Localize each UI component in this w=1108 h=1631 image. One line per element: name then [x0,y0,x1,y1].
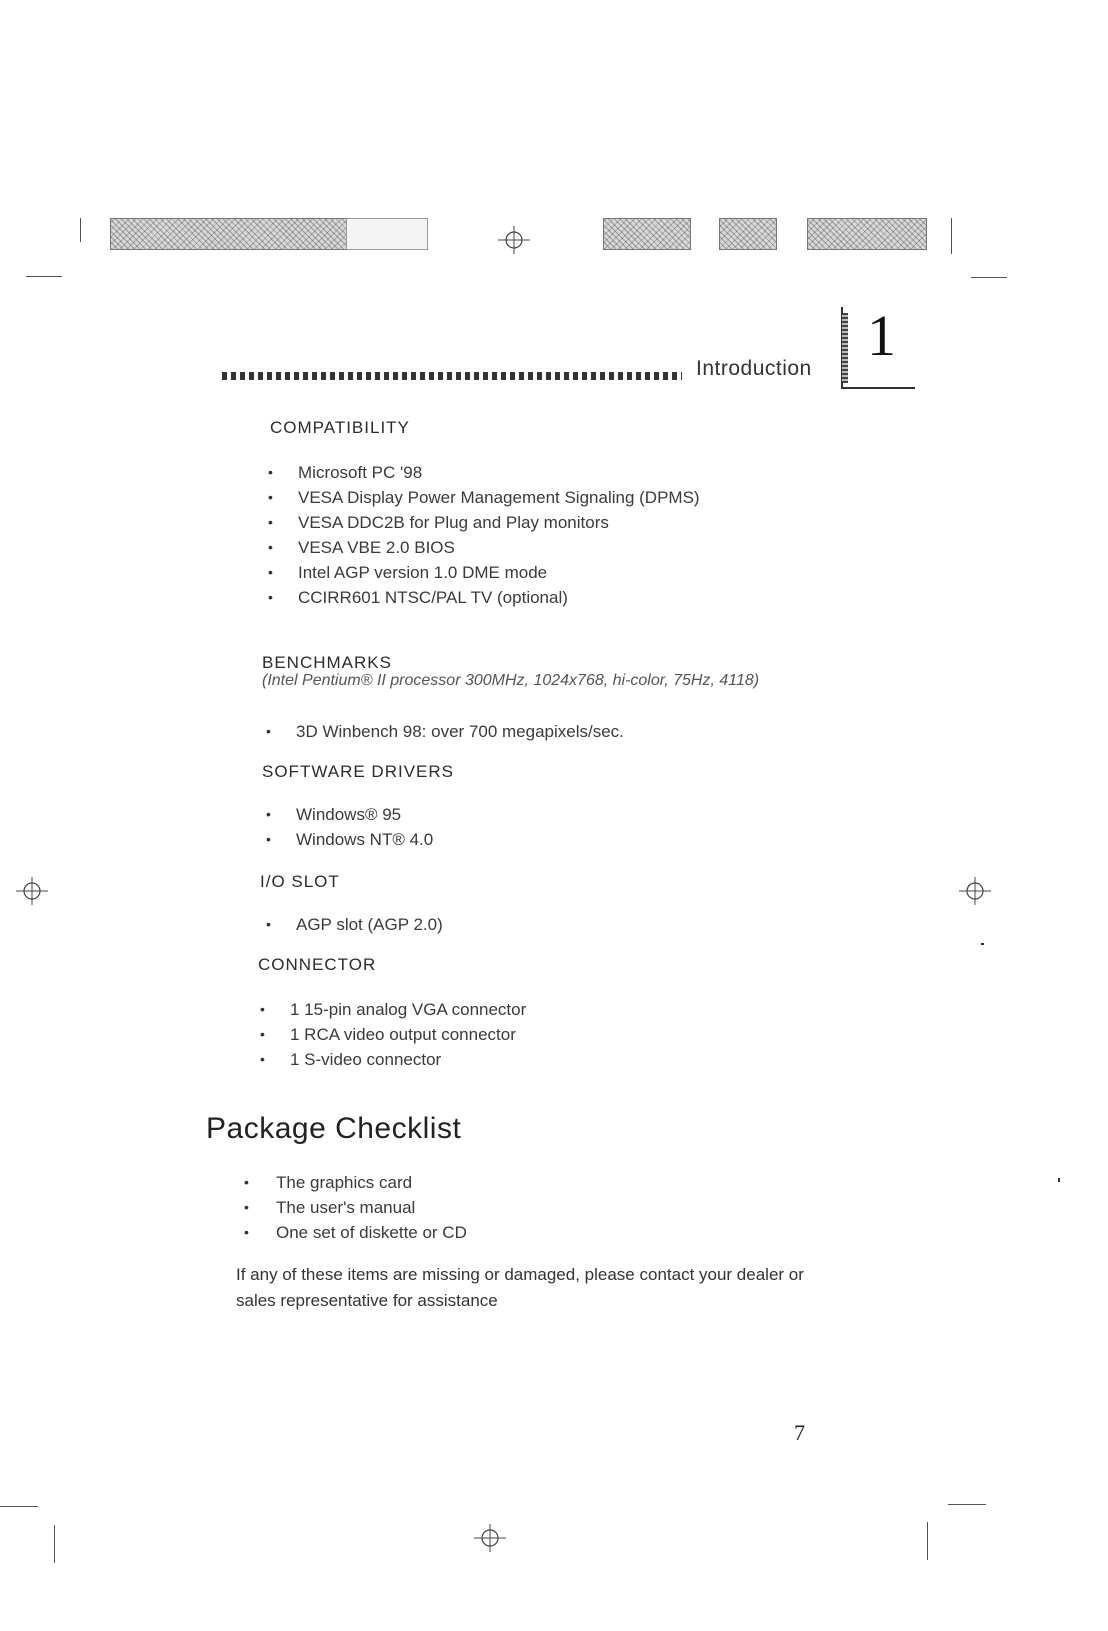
list-item: • 1 RCA video output connector [260,1022,526,1047]
list-item: • AGP slot (AGP 2.0) [266,912,443,937]
header-halftone-left [110,218,348,250]
speck [981,943,984,945]
header-halftone-right-1 [603,218,691,250]
list-item: • The user's manual [244,1195,467,1220]
connector-heading: CONNECTOR [258,955,377,974]
benchmarks-list [266,719,624,744]
crop-mark-left-top [26,276,62,277]
package-checklist-paragraph: If any of these items are missing or damaged, please contact your dealer or sales representative for assistance [236,1265,804,1310]
chapter-dotted-rule [222,372,682,380]
list-item: • CCIRR601 NTSC/PAL TV (optional) [268,585,700,610]
software-drivers-list [266,802,433,852]
package-checklist-heading: Package Checklist [206,1112,462,1145]
list-item: • VESA DDC2B for Plug and Play monitors [268,510,700,535]
list-item: • Intel AGP version 1.0 DME mode [268,560,700,585]
crop-mark-right-top [971,277,1007,278]
list-item: • Windows NT® 4.0 [266,827,433,852]
list-item: • Microsoft PC '98 [268,460,700,485]
header-blank-left [346,218,428,250]
compatibility-list [268,460,700,610]
io-slot-list [266,912,443,937]
benchmarks-heading: BENCHMARKS [262,653,392,672]
registration-mark-top-icon [496,222,532,258]
benchmarks-note: (Intel Pentium® II processor 300MHz, 1024x768, hi-color, 75Hz, 4118) [262,672,760,689]
page-number: 7 [794,1420,805,1445]
list-item: • VESA VBE 2.0 BIOS [268,535,700,560]
registration-mark-right-icon [957,873,993,909]
list-item: • 1 S-video connector [260,1047,526,1072]
crop-mark-top-left [80,218,81,242]
header-halftone-right-3 [807,218,927,250]
crop-mark-right-bottom [948,1504,986,1505]
speck [1058,1178,1060,1182]
registration-mark-bottom-icon [472,1520,508,1556]
crop-mark-top-right [951,218,952,254]
connector-list [260,997,526,1072]
list-item: • 3D Winbench 98: over 700 megapixels/sec. [266,719,624,744]
chapter-title: Introduction [696,357,812,380]
list-item: • 1 15-pin analog VGA connector [260,997,526,1022]
compatibility-heading: COMPATIBILITY [270,418,410,437]
chapter-tab [841,303,915,389]
registration-mark-left-icon [14,873,50,909]
list-item: • Windows® 95 [266,802,433,827]
software-drivers-heading: SOFTWARE DRIVERS [262,762,454,781]
list-item: • VESA Display Power Management Signaling (DPMS) [268,485,700,510]
header-halftone-right-2 [719,218,777,250]
package-checklist-list [244,1170,467,1245]
list-item: • One set of diskette or CD [244,1220,467,1245]
crop-mark-bottom-left [54,1525,55,1563]
list-item: • The graphics card [244,1170,467,1195]
io-slot-heading: I/O SLOT [260,872,340,891]
crop-mark-left-bottom [0,1506,38,1507]
chapter-number: 1 [867,303,896,368]
chapter-tab-bar [842,313,848,383]
crop-mark-bottom-right [927,1522,928,1560]
